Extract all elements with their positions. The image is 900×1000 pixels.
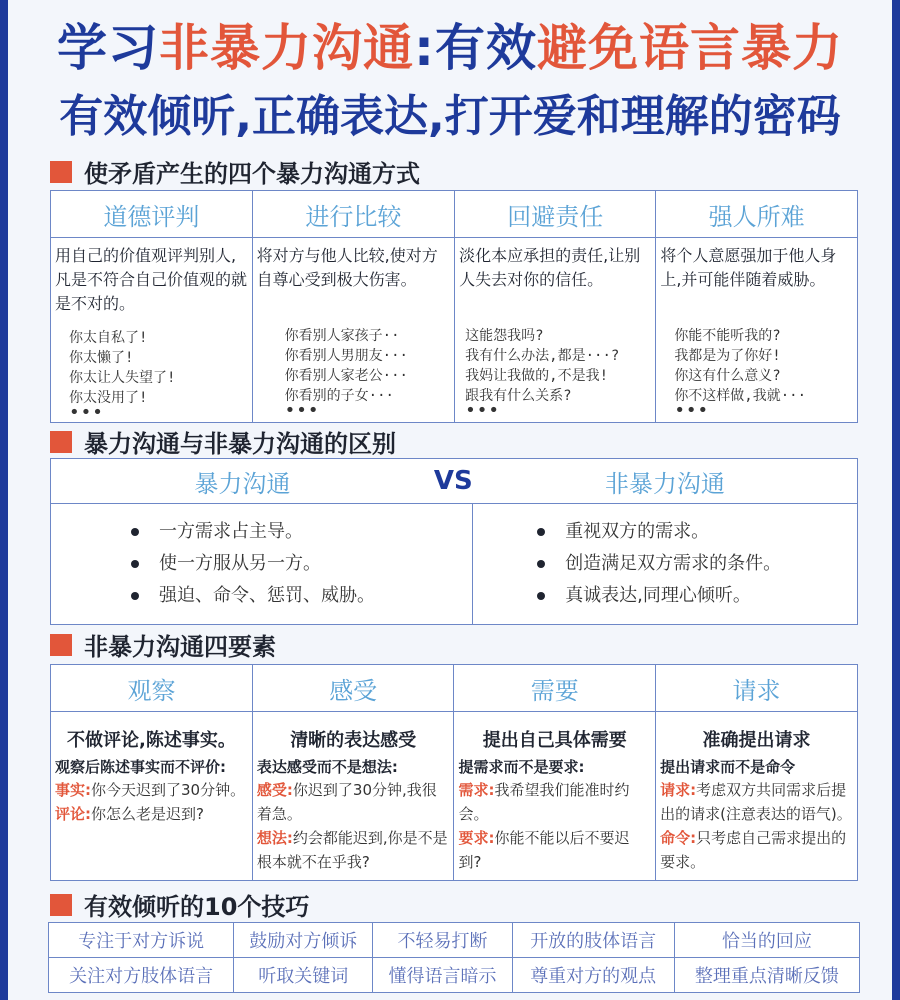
section-heading-4: 有效倾听的10个技巧 (50, 887, 309, 922)
example-line: 你看别人男朋友··· (284, 348, 408, 364)
example-line: 想法:约会都能迟到,你是不是根本就不在乎我? (256, 829, 448, 871)
example-line: 你能不能听我的? (674, 328, 781, 344)
example-line: 请求:考虑双方共同需求后提出的请求(注意表达的语气)。 (660, 781, 852, 823)
square-bullet-icon (50, 431, 72, 453)
example-line: 我有什么办法,都是···? (465, 348, 620, 364)
method-cell (656, 238, 858, 423)
element-subheading: 提需求而不是要求: (458, 758, 585, 776)
example-list (257, 326, 451, 406)
example-line: 你太让人失望了! (69, 370, 176, 386)
bullet-icon (131, 560, 139, 568)
example-line: 你太自私了! (69, 330, 148, 346)
bullet-icon (537, 528, 545, 536)
list-item: 真诚表达,同理心倾听。 (537, 580, 857, 612)
tip-cell: 专注于对方诉说 (49, 923, 234, 958)
ellipsis-dots: ••• (465, 400, 501, 421)
list-item: 重视双方的需求。 (537, 516, 857, 548)
example-line: 我都是为了你好! (674, 348, 781, 364)
tip-cell: 鼓励对方倾诉 (234, 923, 373, 958)
ellipsis-dots: ••• (69, 402, 104, 423)
tip-cell: 不轻易打断 (373, 923, 512, 958)
section-heading-2: 暴力沟通与非暴力沟通的区别 (50, 424, 396, 459)
ellipsis-dots: ••• (674, 400, 710, 421)
example-line: 你看别人家孩子·· (284, 328, 400, 344)
tip-cell: 恰当的回应 (674, 923, 859, 958)
vs-label: VS (434, 459, 473, 504)
example-line: 需求:我希望我们能准时约会。 (458, 781, 630, 823)
nonviolent-list (473, 504, 858, 625)
list-item: 一方需求占主导。 (131, 516, 472, 548)
example-line: 命令:只考虑自己需求提出的要求。 (660, 829, 847, 871)
section-heading-1: 使矛盾产生的四个暴力沟通方式 (50, 154, 420, 189)
list-item: 使一方服从另一方。 (131, 548, 472, 580)
example-list (660, 326, 853, 406)
element-heading: 提出自己具体需要 (482, 730, 627, 751)
example-line: 你这有什么意义? (674, 368, 781, 384)
bullet-icon (537, 560, 545, 568)
element-cell (252, 712, 454, 881)
element-subheading: 观察后陈述事实而不评价: (55, 758, 226, 776)
column-header: 进行比较 (252, 191, 455, 238)
tip-cell: 关注对方肢体语言 (49, 958, 234, 993)
tip-cell: 懂得语言暗示 (373, 958, 512, 993)
four-elements-table (50, 664, 858, 881)
section-heading-3: 非暴力沟通四要素 (50, 627, 276, 662)
element-cell (656, 712, 858, 881)
violent-header: 暴力沟通 (51, 459, 434, 504)
element-cell (51, 712, 253, 881)
method-description: 将个人意愿强加于他人身上,并可能伴随着威胁。 (660, 246, 837, 289)
column-header: 强人所难 (656, 191, 858, 238)
column-header: 请求 (656, 665, 858, 712)
listening-tips-table (48, 922, 860, 993)
bullet-icon (131, 528, 139, 536)
column-header: 感受 (252, 665, 454, 712)
page-subtitle: 有效倾听,正确表达,打开爱和理解的密码 (59, 91, 841, 142)
square-bullet-icon (50, 634, 72, 656)
violent-list (51, 504, 473, 625)
example-line: 你看别人家老公··· (284, 368, 408, 384)
example-list (55, 328, 248, 408)
bullet-icon (537, 592, 545, 600)
method-description: 淡化本应承担的责任,让别人失去对你的信任。 (459, 246, 641, 289)
example-line: 要求:你能不能以后不要迟到? (458, 829, 630, 871)
column-header: 道德评判 (51, 191, 253, 238)
tip-cell: 尊重对方的观点 (512, 958, 674, 993)
element-subheading: 表达感受而不是想法: (256, 758, 398, 776)
example-line: 感受:你迟到了30分钟,我很着急。 (256, 781, 437, 823)
method-cell (455, 238, 656, 423)
element-heading: 不做评论,陈述事实。 (67, 730, 236, 751)
example-line: 这能怨我吗? (465, 328, 544, 344)
method-description: 用自己的价值观评判别人,凡是不符合自己价值观的就是不对的。 (55, 246, 248, 313)
element-cell (454, 712, 656, 881)
method-description: 将对方与他人比较,使对方自尊心受到极大伤害。 (256, 246, 438, 289)
violent-methods-table (50, 190, 858, 423)
square-bullet-icon (50, 894, 72, 916)
nonviolent-header: 非暴力沟通 (473, 459, 858, 504)
example-line: 你不这样做,我就··· (674, 388, 807, 404)
tip-cell: 听取关键词 (234, 958, 373, 993)
tip-cell: 整理重点清晰反馈 (674, 958, 859, 993)
example-line: 你太懒了! (69, 350, 134, 366)
column-header: 观察 (51, 665, 253, 712)
comparison-table (50, 458, 858, 625)
column-header: 需要 (454, 665, 656, 712)
example-line: 你太没用了! (69, 390, 148, 406)
column-header: 回避责任 (455, 191, 656, 238)
element-heading: 准确提出请求 (702, 730, 811, 751)
method-cell (51, 238, 253, 423)
square-bullet-icon (50, 161, 72, 183)
list-item: 强迫、命令、惩罚、威胁。 (131, 580, 472, 612)
element-subheading: 提出请求而不是命令 (660, 758, 796, 776)
tip-cell: 开放的肢体语言 (512, 923, 674, 958)
example-line: 我妈让我做的,不是我! (465, 368, 609, 384)
list-item: 创造满足双方需求的条件。 (537, 548, 857, 580)
example-line: 你看别的子女··· (284, 388, 394, 404)
element-heading: 清晰的表达感受 (290, 730, 417, 751)
example-line: 事实:你今天迟到了30分钟。 (55, 781, 246, 799)
example-line: 评论:你怎么老是迟到? (55, 805, 204, 823)
page-title: 学习非暴力沟通:有效避免语言暴力 (57, 19, 843, 77)
ellipsis-dots: ••• (284, 400, 320, 421)
example-line: 跟我有什么关系? (465, 388, 572, 404)
method-cell (252, 238, 455, 423)
example-list (459, 326, 651, 406)
bullet-icon (131, 592, 139, 600)
